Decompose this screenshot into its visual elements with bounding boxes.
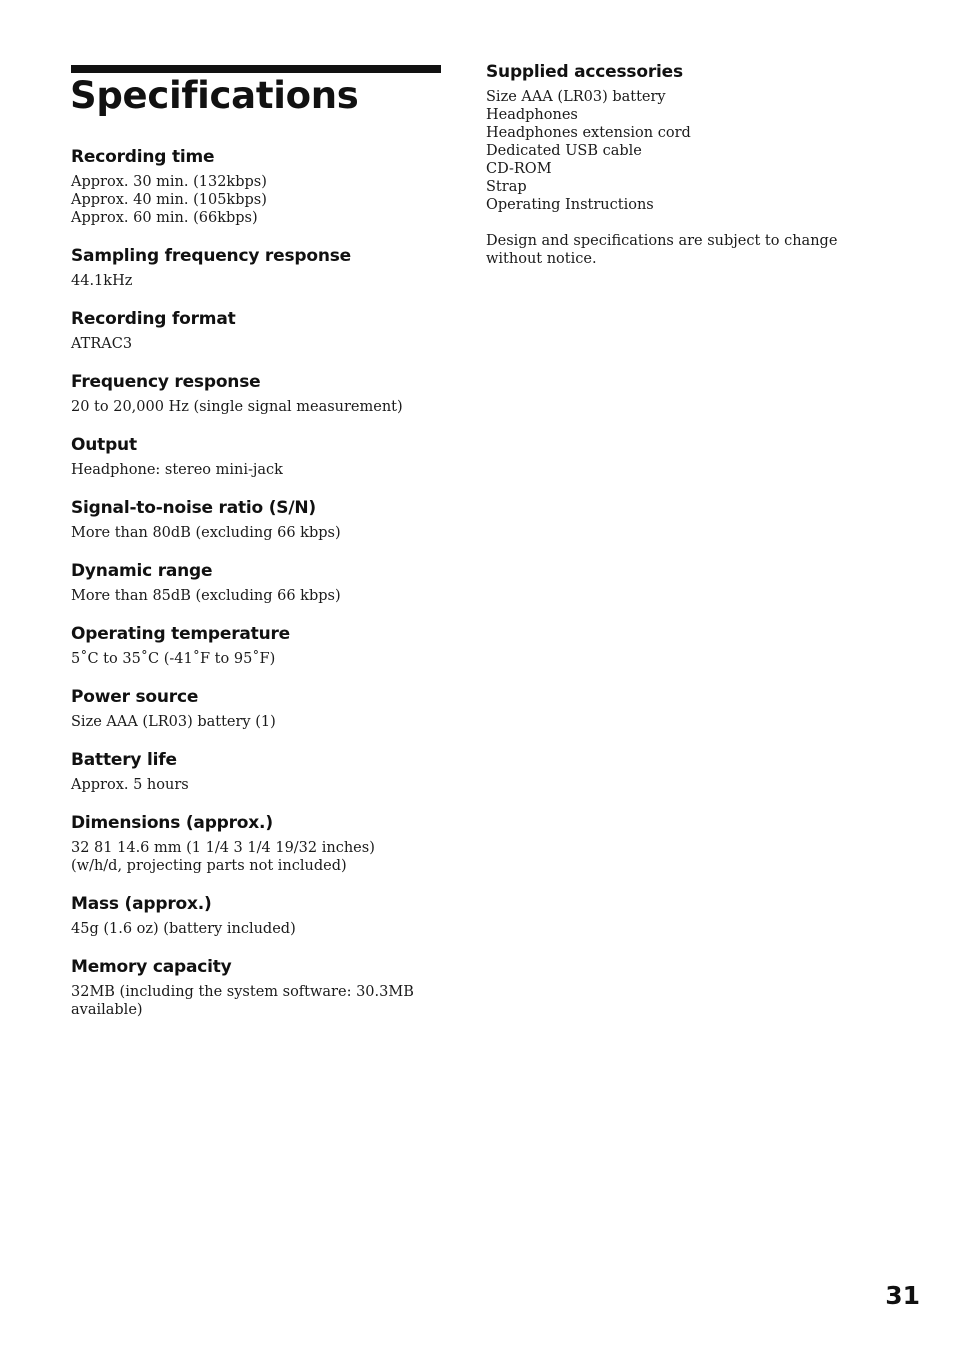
spec-value: Size AAA (LR03) battery (1)	[71, 714, 276, 730]
list-item: Headphones extension cord	[486, 125, 691, 141]
spec-heading: Frequency response	[71, 372, 261, 392]
spec-heading: Output	[71, 435, 137, 455]
spec-value: 32MB (including the system software: 30.3MB available)	[71, 984, 414, 1018]
spec-value: Headphone: stereo mini-jack	[71, 462, 283, 478]
list-item: Headphones	[486, 107, 578, 123]
spec-heading: Mass (approx.)	[71, 894, 212, 914]
accessories-column	[486, 61, 866, 268]
spec-sampling-frequency	[71, 245, 451, 290]
spec-value: ATRAC3	[71, 336, 133, 352]
page-title: Specifications	[70, 74, 359, 117]
spec-heading: Recording format	[71, 309, 236, 329]
spec-value: 32 81 14.6 mm (1 1/4 3 1/4 19/32 inches) (w/h/d, projecting parts not included)	[71, 840, 375, 874]
spec-heading: Recording time	[71, 147, 215, 167]
list-item: Dedicated USB cable	[486, 143, 642, 159]
spec-power-source	[71, 686, 451, 731]
spec-value: 45g (1.6 oz) (battery included)	[71, 921, 296, 937]
spec-output	[71, 434, 451, 479]
spec-value: 5˚C to 35˚C (-41˚F to 95˚F)	[71, 651, 276, 667]
spec-signal-to-noise	[71, 497, 451, 542]
list-item: CD-ROM	[486, 161, 552, 177]
spec-memory-capacity	[71, 956, 451, 1019]
spec-heading: Sampling frequency response	[71, 246, 351, 266]
specs-column	[71, 146, 451, 1037]
spec-heading: Dimensions (approx.)	[71, 813, 273, 833]
spec-dimensions	[71, 812, 451, 875]
list-item: Operating Instructions	[486, 197, 654, 213]
spec-heading: Dynamic range	[71, 561, 213, 581]
accessories-heading: Supplied accessories	[486, 62, 683, 82]
spec-mass	[71, 893, 451, 938]
spec-value: 20 to 20,000 Hz (single signal measurement)	[71, 399, 403, 415]
spec-value: Approx. 5 hours	[71, 777, 189, 793]
spec-value: More than 80dB (excluding 66 kbps)	[71, 525, 341, 541]
spec-heading: Signal-to-noise ratio (S/N)	[71, 498, 316, 518]
spec-dynamic-range	[71, 560, 451, 605]
spec-heading: Power source	[71, 687, 199, 707]
list-item: Strap	[486, 179, 527, 195]
spec-heading: Battery life	[71, 750, 177, 770]
spec-recording-format	[71, 308, 451, 353]
page-number: 31	[885, 1281, 920, 1310]
spec-heading: Memory capacity	[71, 957, 232, 977]
spec-value: 44.1kHz	[71, 273, 133, 289]
spec-recording-time	[71, 146, 451, 227]
spec-heading: Operating temperature	[71, 624, 291, 644]
spec-battery-life	[71, 749, 451, 794]
list-item: Size AAA (LR03) battery	[486, 89, 666, 105]
spec-value: Approx. 30 min. (132kbps) Approx. 40 min. (105kbps) Approx. 60 min. (66kbps)	[71, 174, 267, 226]
spec-value: More than 85dB (excluding 66 kbps)	[71, 588, 341, 604]
change-notice: Design and specifications are subject to change without notice.	[486, 233, 838, 267]
accessories-list	[486, 88, 866, 214]
spec-operating-temperature	[71, 623, 451, 668]
spec-frequency-response	[71, 371, 451, 416]
